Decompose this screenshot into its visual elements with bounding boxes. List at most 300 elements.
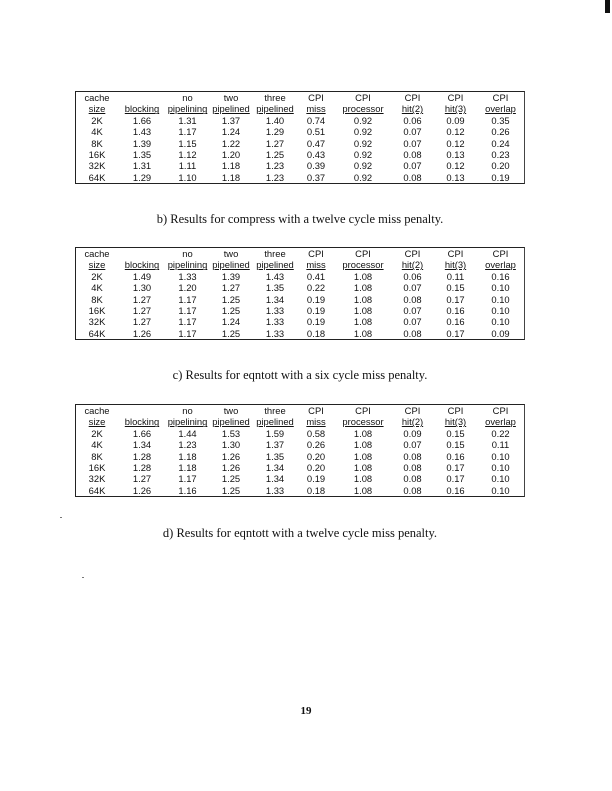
table-cell: 1.17 (178, 473, 197, 485)
table-cell: 0.07 (403, 126, 422, 138)
table-subheader-cell (253, 416, 297, 427)
table-block-c (75, 247, 525, 340)
table-cell: 1.08 (353, 473, 373, 485)
table-cell: 64K (88, 327, 106, 339)
column-label: pipelined (256, 259, 294, 271)
table-header-cell: two (223, 405, 239, 416)
table-cell: 1.18 (221, 171, 241, 183)
table-cell: 0.17 (446, 293, 465, 305)
table-cell: 1.25 (221, 473, 241, 485)
table-row (76, 160, 524, 171)
table-subheader-cell (76, 416, 118, 427)
table-cell: 0.16 (446, 305, 465, 317)
table-subheader-cell (434, 259, 477, 270)
table-cell: 1.28 (132, 450, 152, 462)
table-row (76, 328, 524, 339)
table-cell: 1.10 (178, 171, 197, 183)
table-cell: 0.06 (403, 270, 422, 282)
table-cell: 1.28 (132, 462, 152, 474)
table-cell: 1.17 (178, 126, 197, 138)
table-cell: 0.92 (353, 149, 373, 161)
table-row (76, 473, 524, 484)
table-cell: 0.08 (403, 484, 422, 496)
table-header-cell: CPI (447, 405, 464, 416)
table-cell: 1.08 (353, 270, 373, 282)
table-header-cell: CPI (404, 405, 421, 416)
table-cell: 1.39 (221, 270, 241, 282)
table-subheader-cell (209, 416, 253, 427)
table-cell: 1.27 (132, 305, 152, 317)
table-cell: 1.44 (178, 427, 197, 439)
table-cell: 0.12 (446, 126, 465, 138)
table-cell: 1.08 (353, 327, 373, 339)
table-cell: 0.35 (491, 114, 510, 126)
table-cell: 0.06 (403, 114, 422, 126)
table-cell: 0.16 (446, 484, 465, 496)
table-cell: 0.18 (306, 484, 326, 496)
table-cell: 1.29 (132, 171, 152, 183)
table-header-cell: CPI (447, 92, 464, 103)
column-label: miss (306, 103, 326, 115)
table-cell: 1.24 (221, 126, 241, 138)
table-cell: 0.37 (306, 171, 326, 183)
table-cell: 0.24 (491, 137, 510, 149)
table-cell: 0.43 (306, 149, 326, 161)
table-cell: 0.16 (446, 450, 465, 462)
table-cell: 0.17 (446, 473, 465, 485)
table-cell: 1.17 (178, 316, 197, 328)
table-cell: 1.17 (178, 293, 197, 305)
column-label: pipelining (167, 259, 208, 271)
table-cell: 0.22 (491, 427, 510, 439)
table-cell: 16K (88, 462, 106, 474)
column-label: miss (306, 259, 326, 271)
table-header-cell: three (264, 92, 286, 103)
table-cell: 1.31 (132, 160, 152, 172)
table-cell: 1.33 (265, 327, 285, 339)
results-table-c (75, 247, 525, 340)
table-row (76, 149, 524, 160)
table-cell: 0.11 (446, 270, 465, 282)
table-row (76, 305, 524, 316)
table-header-cell: CPI (308, 405, 324, 416)
table-subheader-cell (253, 259, 297, 270)
table-cell: 0.15 (446, 439, 465, 451)
table-cell: 0.07 (403, 160, 422, 172)
results-table-d (75, 404, 525, 497)
table-cell: 0.08 (403, 149, 422, 161)
table-header-row (76, 92, 524, 103)
table-cell: 0.92 (353, 114, 373, 126)
table-header-cell: CPI (404, 248, 421, 259)
column-label: pipelined (212, 416, 250, 428)
table-cell: 1.33 (265, 484, 285, 496)
table-cell: 0.09 (491, 327, 510, 339)
table-cell: 1.08 (353, 427, 373, 439)
table-header-cell: no (182, 248, 193, 259)
results-table-b (75, 91, 525, 184)
table-block-b (75, 91, 525, 184)
table-cell: 0.92 (353, 126, 373, 138)
table-subheader-row (76, 259, 524, 270)
table-cell: 4K (91, 282, 103, 294)
column-label: size (88, 103, 106, 115)
column-label: hit(3) (444, 416, 467, 428)
table-cell: 1.15 (178, 137, 197, 149)
table-cell: 0.16 (491, 270, 510, 282)
table-cell: 0.58 (306, 427, 326, 439)
table-cell: 1.17 (178, 305, 197, 317)
table-cell: 1.08 (353, 293, 373, 305)
table-cell: 1.35 (132, 149, 152, 161)
table-cell: 0.08 (403, 327, 422, 339)
table-header-cell: two (223, 92, 239, 103)
table-cell: 0.17 (446, 327, 465, 339)
table-cell: 1.66 (132, 427, 152, 439)
table-header-cell: CPI (492, 248, 509, 259)
table-cell: 1.34 (265, 473, 285, 485)
table-header-row (76, 405, 524, 416)
table-cell: 1.16 (178, 484, 197, 496)
table-row (76, 462, 524, 473)
table-cell: 0.17 (446, 462, 465, 474)
column-label: blocking (124, 416, 160, 428)
column-label: miss (306, 416, 326, 428)
table-subheader-cell (391, 416, 434, 427)
table-cell: 0.07 (403, 439, 422, 451)
table-cell: 64K (88, 171, 106, 183)
table-cell: 1.18 (178, 450, 197, 462)
column-label: size (88, 416, 106, 428)
table-cell: 1.23 (265, 171, 285, 183)
table-row (76, 485, 524, 496)
table-cell: 1.23 (178, 439, 197, 451)
table-header-cell: CPI (308, 92, 324, 103)
table-header-cell: three (264, 405, 286, 416)
table-cell: 4K (91, 439, 103, 451)
table-row (76, 138, 524, 149)
table-cell: 1.25 (221, 327, 241, 339)
table-header-cell: cache (84, 92, 110, 103)
table-cell: 0.09 (446, 114, 465, 126)
table-cell: 1.31 (178, 114, 197, 126)
table-cell: 0.07 (403, 137, 422, 149)
table-cell: 0.18 (306, 327, 326, 339)
table-cell: 0.10 (491, 316, 510, 328)
table-subheader-cell (166, 259, 209, 270)
table-cell: 64K (88, 484, 106, 496)
table-header-cell: two (223, 248, 239, 259)
table-cell: 1.20 (221, 149, 241, 161)
column-label: overlap (485, 259, 516, 271)
table-cell: 1.30 (132, 282, 152, 294)
table-cell: 0.08 (403, 473, 422, 485)
table-cell: 1.26 (221, 450, 241, 462)
table-cell: 1.08 (353, 439, 373, 451)
table-cell: 1.43 (265, 270, 285, 282)
table-cell: 2K (91, 427, 103, 439)
table-header-cell: CPI (447, 248, 464, 259)
column-label: hit(2) (401, 416, 424, 428)
table-header-cell: CPI (355, 92, 371, 103)
table-header-cell (118, 405, 166, 416)
table-cell: 0.10 (491, 462, 510, 474)
table-header-cell: cache (84, 405, 110, 416)
table-cell: 1.08 (353, 462, 373, 474)
table-block-d (75, 404, 525, 497)
table-cell: 1.33 (178, 270, 197, 282)
table-subheader-cell (118, 416, 166, 427)
table-cell: 1.34 (265, 293, 285, 305)
column-label: hit(3) (444, 103, 467, 115)
table-cell: 1.12 (178, 149, 197, 161)
table-cell: 0.19 (306, 293, 326, 305)
table-row (76, 428, 524, 439)
column-label: processor (342, 259, 384, 271)
table-cell: 32K (88, 316, 106, 328)
table-cell: 1.23 (265, 160, 285, 172)
table-cell: 1.43 (132, 126, 152, 138)
table-cell: 1.25 (221, 293, 241, 305)
column-label: pipelined (256, 103, 294, 115)
table-cell: 0.39 (306, 160, 326, 172)
table-cell: 1.35 (265, 450, 285, 462)
table-cell: 1.08 (353, 450, 373, 462)
table-cell: 0.08 (403, 293, 422, 305)
table-header-cell: no (182, 92, 193, 103)
table-header-cell: CPI (355, 248, 371, 259)
table-cell: 0.10 (491, 484, 510, 496)
table-subheader-cell (335, 103, 391, 114)
table-subheader-cell (477, 103, 524, 114)
table-header-cell: CPI (492, 92, 509, 103)
table-cell: 1.20 (178, 282, 197, 294)
table-cell: 0.47 (306, 137, 326, 149)
table-cell: 1.08 (353, 282, 373, 294)
table-cell: 0.26 (306, 439, 326, 451)
column-label: size (88, 259, 106, 271)
column-label: pipelining (167, 103, 208, 115)
table-subheader-cell (335, 416, 391, 427)
table-cell: 0.15 (446, 427, 465, 439)
table-caption-b: b) Results for compress with a twelve cycle miss penalty. (156, 212, 444, 226)
table-row (76, 439, 524, 450)
table-cell: 0.51 (306, 126, 326, 138)
column-label: overlap (485, 416, 516, 428)
table-cell: 1.49 (132, 270, 152, 282)
table-cell: 32K (88, 473, 106, 485)
table-header-cell: CPI (404, 92, 421, 103)
table-header-cell: cache (84, 248, 110, 259)
table-row (76, 115, 524, 126)
column-label: pipelined (212, 103, 250, 115)
table-cell: 1.11 (178, 160, 197, 172)
table-subheader-cell (434, 103, 477, 114)
table-subheader-cell (253, 103, 297, 114)
table-cell: 0.74 (306, 114, 326, 126)
column-label: hit(3) (444, 259, 467, 271)
table-cell: 1.08 (353, 305, 373, 317)
table-cell: 0.20 (306, 462, 326, 474)
table-subheader-row (76, 416, 524, 427)
table-cell: 0.19 (306, 473, 326, 485)
table-cell: 1.53 (221, 427, 241, 439)
table-cell: 0.12 (446, 137, 465, 149)
table-header-cell: CPI (355, 405, 371, 416)
table-cell: 1.27 (221, 282, 241, 294)
table-cell: 8K (91, 137, 103, 149)
table-cell: 1.34 (132, 439, 152, 451)
table-cell: 4K (91, 126, 103, 138)
scan-speck (82, 577, 84, 578)
table-cell: 0.13 (446, 149, 465, 161)
table-row (76, 294, 524, 305)
table-cell: 1.22 (221, 137, 241, 149)
table-row (76, 126, 524, 137)
table-subheader-row (76, 103, 524, 114)
table-cell: 0.22 (306, 282, 326, 294)
table-cell: 1.59 (265, 427, 285, 439)
column-label: pipelined (256, 416, 294, 428)
table-row (76, 172, 524, 183)
table-subheader-cell (297, 103, 335, 114)
table-subheader-cell (166, 416, 209, 427)
table-cell: 1.27 (132, 293, 152, 305)
table-row (76, 451, 524, 462)
table-subheader-cell (209, 103, 253, 114)
table-header-cell: no (182, 405, 193, 416)
table-cell: 0.23 (491, 149, 510, 161)
table-cell: 2K (91, 114, 103, 126)
table-row (76, 271, 524, 282)
table-subheader-cell (118, 103, 166, 114)
table-subheader-cell (118, 259, 166, 270)
table-cell: 0.07 (403, 282, 422, 294)
table-cell: 16K (88, 305, 106, 317)
table-subheader-cell (297, 259, 335, 270)
table-cell: 1.25 (221, 484, 241, 496)
table-cell: 1.27 (132, 316, 152, 328)
table-subheader-cell (434, 416, 477, 427)
table-cell: 0.16 (446, 316, 465, 328)
table-cell: 0.19 (306, 305, 326, 317)
table-cell: 1.24 (221, 316, 241, 328)
table-cell: 0.92 (353, 171, 373, 183)
table-caption-c: c) Results for eqntott with a six cycle miss penalty. (172, 368, 428, 382)
table-header-cell: CPI (308, 248, 324, 259)
table-header-cell (118, 92, 166, 103)
table-cell: 0.13 (446, 171, 465, 183)
table-cell: 0.10 (491, 450, 510, 462)
table-subheader-cell (76, 259, 118, 270)
table-subheader-cell (391, 103, 434, 114)
table-row (76, 316, 524, 327)
table-cell: 1.17 (178, 327, 197, 339)
table-cell: 0.07 (403, 316, 422, 328)
table-cell: 0.08 (403, 462, 422, 474)
table-cell: 1.26 (221, 462, 241, 474)
table-subheader-cell (297, 416, 335, 427)
table-subheader-cell (335, 259, 391, 270)
table-cell: 1.39 (132, 137, 152, 149)
table-cell: 32K (88, 160, 106, 172)
table-cell: 1.08 (353, 484, 373, 496)
column-label: hit(2) (401, 103, 424, 115)
table-cell: 0.08 (403, 171, 422, 183)
table-cell: 0.19 (491, 171, 510, 183)
table-subheader-cell (76, 103, 118, 114)
table-cell: 0.12 (446, 160, 465, 172)
table-cell: 0.26 (491, 126, 510, 138)
table-cell: 1.35 (265, 282, 285, 294)
table-cell: 1.26 (132, 484, 152, 496)
column-label: hit(2) (401, 259, 424, 271)
table-cell: 0.10 (491, 282, 510, 294)
table-cell: 1.25 (265, 149, 285, 161)
table-cell: 0.07 (403, 305, 422, 317)
column-label: pipelining (167, 416, 208, 428)
scan-mark-top-right (605, 0, 610, 13)
column-label: processor (342, 416, 384, 428)
table-subheader-cell (209, 259, 253, 270)
table-cell: 8K (91, 450, 103, 462)
table-cell: 1.37 (265, 439, 285, 451)
table-cell: 1.34 (265, 462, 285, 474)
table-cell: 16K (88, 149, 106, 161)
table-cell: 1.18 (221, 160, 241, 172)
table-cell: 2K (91, 270, 103, 282)
column-label: processor (342, 103, 384, 115)
table-subheader-cell (166, 103, 209, 114)
table-cell: 1.25 (221, 305, 241, 317)
table-cell: 1.27 (132, 473, 152, 485)
table-header-cell: three (264, 248, 286, 259)
table-subheader-cell (477, 416, 524, 427)
table-cell: 8K (91, 293, 103, 305)
table-cell: 1.18 (178, 462, 197, 474)
table-cell: 1.30 (221, 439, 241, 451)
table-cell: 1.37 (221, 114, 241, 126)
table-header-row (76, 248, 524, 259)
column-label: blocking (124, 259, 160, 271)
table-cell: 0.09 (403, 427, 422, 439)
table-cell: 0.11 (491, 439, 510, 451)
table-cell: 1.29 (265, 126, 285, 138)
table-cell: 0.10 (491, 293, 510, 305)
table-cell: 0.10 (491, 473, 510, 485)
table-cell: 1.26 (132, 327, 152, 339)
table-cell: 0.41 (306, 270, 326, 282)
table-cell: 0.92 (353, 160, 373, 172)
table-cell: 1.66 (132, 114, 152, 126)
table-header-cell (118, 248, 166, 259)
table-subheader-cell (391, 259, 434, 270)
column-label: blocking (124, 103, 160, 115)
table-cell: 0.19 (306, 316, 326, 328)
table-cell: 0.10 (491, 305, 510, 317)
table-header-cell: CPI (492, 405, 509, 416)
page-number: 19 (300, 705, 312, 717)
table-cell: 1.33 (265, 305, 285, 317)
table-cell: 0.20 (491, 160, 510, 172)
table-subheader-cell (477, 259, 524, 270)
column-label: pipelined (212, 259, 250, 271)
table-cell: 1.40 (265, 114, 285, 126)
column-label: overlap (485, 103, 516, 115)
table-cell: 1.08 (353, 316, 373, 328)
table-row (76, 282, 524, 293)
table-cell: 0.15 (446, 282, 465, 294)
